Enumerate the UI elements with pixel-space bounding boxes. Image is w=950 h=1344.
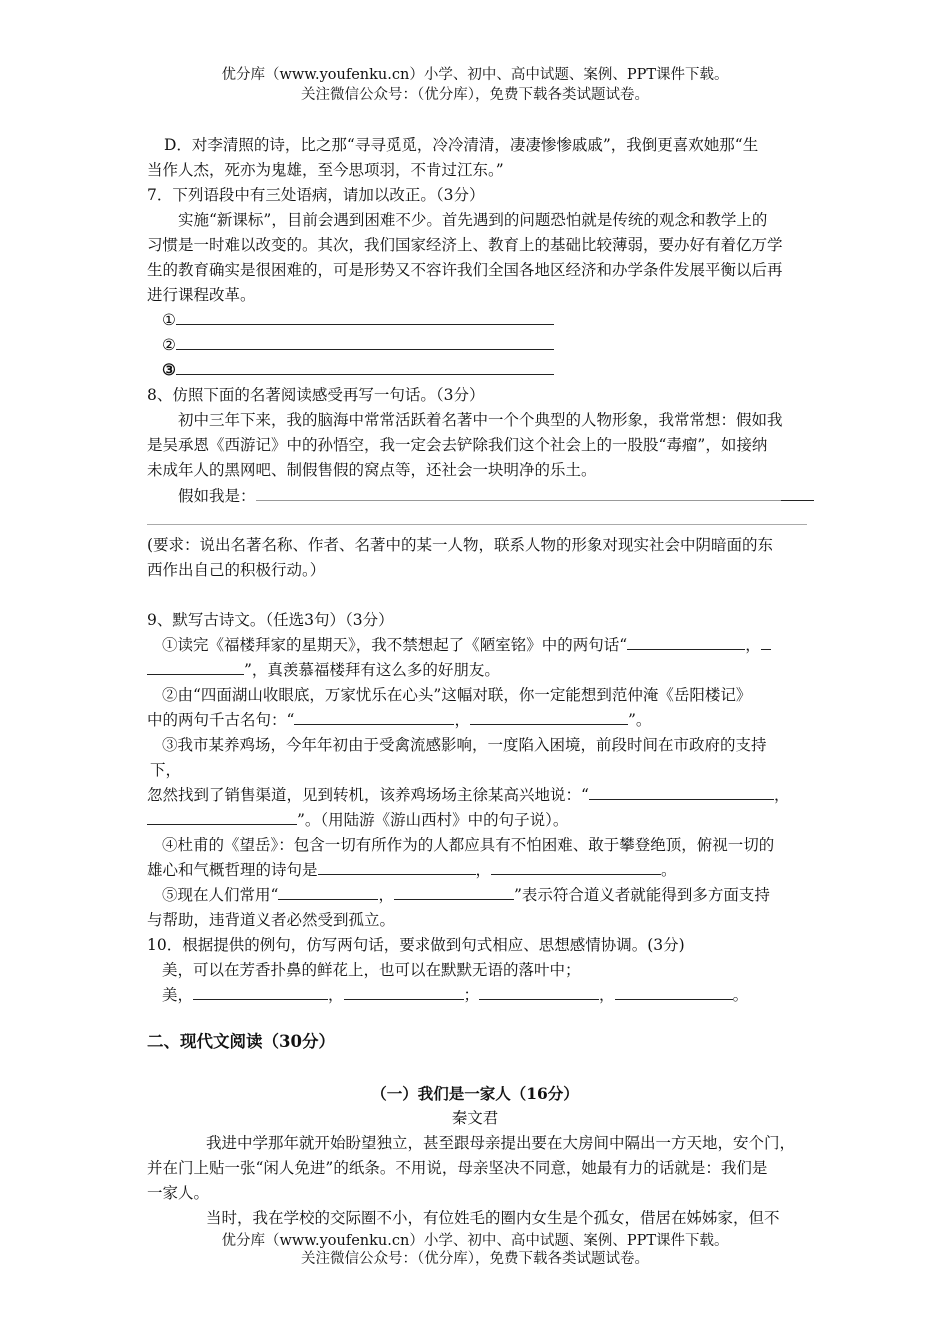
q9-item-5-blank-2[interactable] [394,885,514,900]
q8-answer-rule-end [781,500,814,501]
q9-item-5-tail: ”表示符合道义者就能得到多方面支持 [513,886,770,904]
q9-item-5-comma: ， [378,886,394,904]
q9-item-4-blank-1[interactable] [318,860,476,875]
q9-item-1-tail: ”，真羡慕福楼拜有这么多的好朋友。 [244,661,500,679]
q7-answer-3-blank[interactable] [176,360,554,375]
q7-answer-1-blank[interactable] [176,310,554,325]
q10-comma-2: ， [599,986,615,1004]
q9-item-3-line-2: 下， [150,761,182,779]
q9-item-1-line-2 [147,660,500,680]
q7-paragraph-line-1: 实施“新课标”，目前会遇到困难不少。首先遇到的问题恐怕就是传统的观念和教学上的 [178,211,768,229]
article-paragraph-1-line-3: 一家人。 [147,1184,210,1202]
q9-item-4-lead: 雄心和气概哲理的诗句是 [147,861,318,879]
q6-option-d-line-2: 当作人杰，死亦为鬼雄，至今思项羽，不肯过江东。” [147,161,504,179]
q10-title: 10．根据提供的例句，仿写两句话，要求做到句式相应、思想感情协调。(3分) [147,936,685,954]
q9-item-2-lead: 中的两句千古名句：“ [147,711,295,729]
q9-item-4-line-1: ④杜甫的《望岳》：包含一切有所作为的人都应具有不怕困难、敢于攀登绝顶，俯视一切的 [162,836,775,854]
q8-answer-line [178,486,811,506]
q7-marker-2: ② [162,336,176,354]
q10-lead: 美， [162,986,194,1004]
q7-answer-3 [162,360,554,380]
q9-item-5-blank-1[interactable] [278,885,378,900]
page-header-line-2: 关注微信公众号：（优分库），免费下载各类试题试卷。 [301,87,649,103]
q9-item-2-blank-1[interactable] [294,710,454,725]
q10-comma-1: ， [328,986,344,1004]
q8-requirement-line-1: (要求：说出名著名称、作者、名著中的某一人物，联系人物的形象对现实社会中阴暗面的东 [147,536,774,554]
page-footer-line-1: 优分库（www.youfenku.cn）小学、初中、高中试题、案例、PPT课件下载。 [221,1233,729,1249]
q7-answer-1 [162,310,554,330]
q10-blank-1[interactable] [193,985,328,1000]
q9-title: 9、默写古诗文。（任选3句）（3分） [147,611,394,629]
q7-title: 7．下列语段中有三处语病，请加以改正。（3分） [147,186,485,204]
q9-item-3-line-1: ③我市某养鸡场，今年年初由于受禽流感影响，一度陷入困境，前段时间在市政府的支持 [162,736,767,754]
q10-blank-4[interactable] [615,985,733,1000]
q8-prompt: 假如我是： [178,487,256,505]
q10-semicolon: ； [463,986,480,1004]
q9-item-5-line-1 [162,885,770,905]
q9-item-1-blank-2a[interactable] [761,635,771,650]
article-title: （一）我们是一家人（16分） [371,1084,579,1103]
q9-item-3-lead: 忽然找到了销售渠道，见到转机，该养鸡场场主徐某高兴地说：“ [147,786,589,804]
q9-item-1-blank-2b[interactable] [147,660,244,675]
q7-answer-2-blank[interactable] [176,335,554,350]
q7-answer-2 [162,335,554,355]
q9-item-4-blank-2[interactable] [491,860,661,875]
q9-item-5-lead: ⑤现在人们常用“ [162,886,279,904]
q9-item-1-comma: ， [745,636,761,654]
q8-requirement-line-2: 西作出自己的积极行动。） [147,561,326,579]
q8-answer-blank[interactable] [256,486,811,501]
q8-paragraph-line-1: 初中三年下来，我的脑海中常常活跃着名著中一个个典型的人物形象，我常常想：假如我 [178,411,783,429]
q9-item-2-comma: ， [454,711,470,729]
q9-item-2-line-2 [147,710,651,730]
q9-item-1-text: ①读完《福楼拜家的星期天》，我不禁想起了《陋室铭》中的两句话“ [162,636,628,654]
q8-paragraph-line-2: 是吴承恩《西游记》中的孙悟空，我一定会去铲除我们这个社会上的一股股“毒瘤”，如接纳 [147,436,768,454]
page-footer-line-2: 关注微信公众号：（优分库），免费下载各类试题试卷。 [301,1251,649,1267]
q7-paragraph-line-2: 习惯是一时难以改变的。其次，我们国家经济上、教育上的基础比较薄弱，要办好有着亿万学 [147,236,783,254]
q9-item-5-line-2: 与帮助，违背道义者必然受到孤立。 [147,911,396,929]
q9-item-3-blank-2[interactable] [147,810,297,825]
q9-item-3-comma: ， [773,786,790,804]
q9-item-1-line-1 [162,635,771,655]
q9-item-4-period: 。 [661,861,677,879]
article-author: 秦文君 [451,1109,499,1127]
q9-item-3-line-4 [147,810,568,830]
q9-item-3-blank-1[interactable] [589,785,774,800]
article-paragraph-1-line-2: 并在门上贴一张“闲人免进”的纸条。不用说，母亲坚决不同意，她最有力的话就是：我们是 [147,1159,768,1177]
section-2-heading: 二、现代文阅读（30分） [147,1032,335,1051]
q9-item-1-blank-1[interactable] [627,635,745,650]
q10-example: 美，可以在芳香扑鼻的鲜花上，也可以在默默无语的落叶中； [162,961,581,979]
q9-item-3-tail: ”。（用陆游《游山西村》中的句子说）。 [297,811,569,829]
q10-blank-3[interactable] [479,985,599,1000]
q8-paragraph-line-3: 未成年人的黑网吧、制假售假的窝点等，还社会一块明净的乐土。 [147,461,597,479]
q10-period: 。 [732,986,749,1004]
page-header-line-1: 优分库（www.youfenku.cn）小学、初中、高中试题、案例、PPT课件下载。 [221,67,729,83]
q9-item-3-line-3 [147,785,789,805]
q8-title: 8、仿照下面的名著阅读感受再写一句话。（3分） [147,386,485,404]
q7-paragraph-line-4: 进行课程改革。 [147,286,256,304]
q9-item-2-blank-2[interactable] [470,710,628,725]
q7-paragraph-line-3: 生的教育确实是很困难的，可是形势又不容许我们全国各地区经济和办学条件发展平衡以后再 [147,261,783,279]
q7-marker-3: ③ [162,360,176,379]
q7-marker-1: ① [162,311,176,329]
q10-answer-line [162,985,748,1005]
q10-blank-2[interactable] [344,985,464,1000]
q9-item-2-tail: ”。 [627,711,652,729]
article-paragraph-2-line-1: 当时，我在学校的交际圈不小，有位姓毛的圈内女生是个孤女，借居在姊姊家，但不 [206,1209,780,1227]
article-paragraph-1-line-1: 我进中学那年就开始盼望独立，甚至跟母亲提出要在大房间中隔出一方天地，安个门， [206,1134,796,1152]
q6-option-d-line-1: D．对李清照的诗，比之那“寻寻觅觅，冷冷清清，凄凄惨惨戚戚”，我倒更喜欢她那“生 [164,136,759,154]
q9-item-2-line-1: ②由“四面湖山收眼底，万家忧乐在心头”这幅对联，你一定能想到范仲淹《岳阳楼记》 [162,686,752,704]
q8-answer-rule-2[interactable] [147,524,807,525]
q9-item-4-line-2 [147,860,677,880]
q9-item-4-comma: ， [475,861,492,879]
